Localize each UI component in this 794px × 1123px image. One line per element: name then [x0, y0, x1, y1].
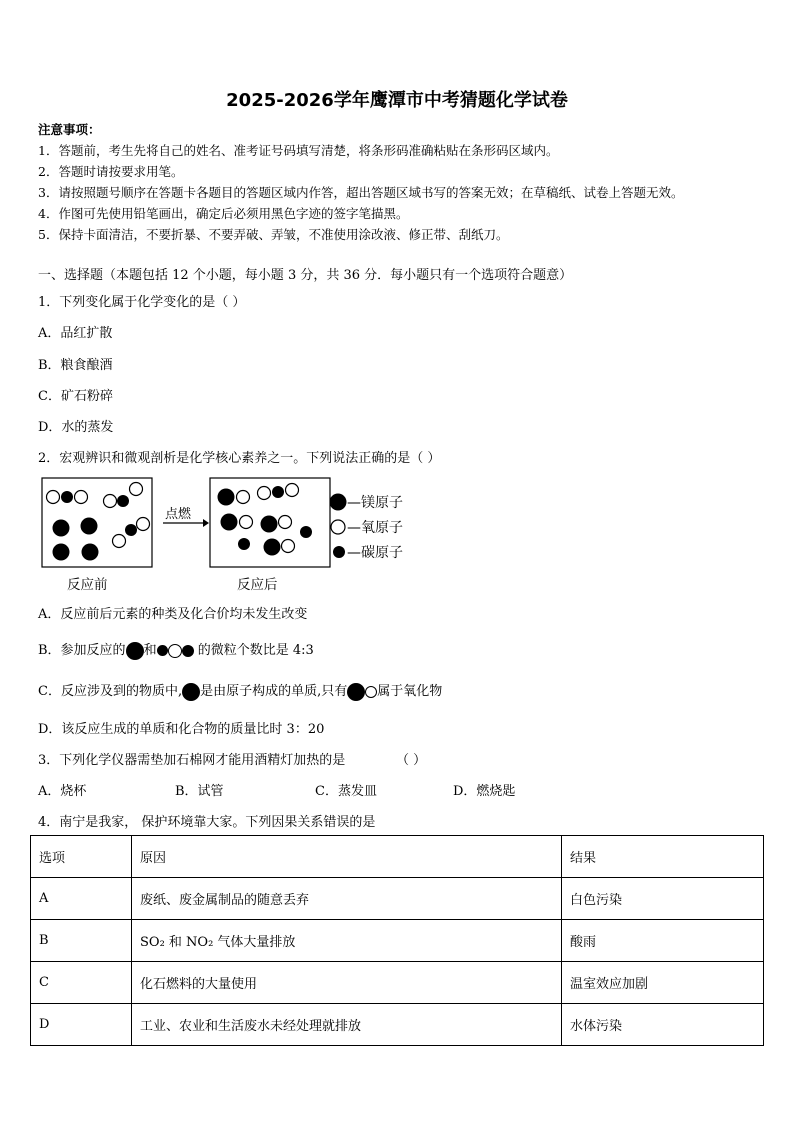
- table-row: [31, 920, 764, 962]
- q1-option-c: C．矿石粉碎: [38, 389, 113, 404]
- q1-option-a: A．品红扩散: [38, 326, 113, 341]
- row-option: A: [31, 878, 132, 920]
- table-row: [31, 1004, 764, 1046]
- arrow-label: 点燃: [165, 507, 192, 522]
- legend-oxygen-icon: [331, 520, 345, 534]
- header-result: 结果: [562, 836, 764, 878]
- q3-paren: （ ）: [396, 753, 427, 768]
- oxygen-atom: [104, 495, 117, 508]
- row-option: D: [31, 1004, 132, 1046]
- notice-item-4: 4．作图可先使用铅笔画出，确定后必须用黑色字迹的签字笔描黑。: [38, 206, 409, 221]
- header-option: 选项: [31, 836, 132, 878]
- notice-item-3: 3．请按照题号顺序在答题卡各题目的答题区域内作答，超出答题区域书写的答案无效；在草稿纸、试卷上答题无效。: [38, 185, 684, 200]
- magnesium-icon: [126, 642, 144, 660]
- carbon-atom: [125, 524, 137, 536]
- magnesium-atom: [82, 544, 99, 561]
- magnesium-icon: [182, 683, 200, 701]
- row-cause: 废纸、废金属制品的随意丢弃: [132, 878, 562, 920]
- q2-stem: 2．宏观辨识和微观剖析是化学核心素养之一。下列说法正确的是（ ）: [38, 451, 441, 466]
- cause-effect-table: [30, 835, 764, 1046]
- q1-option-d: D．水的蒸发: [38, 420, 114, 435]
- legend-oxygen: —氧原子: [347, 520, 403, 536]
- notice-item-1: 1．答题前，考生先将自己的姓名、准考证号码填写清楚，将条形码准确粘贴在条形码区域内。: [38, 143, 559, 158]
- row-cause: 化石燃料的大量使用: [132, 962, 562, 1004]
- oxygen-icon: [365, 686, 377, 698]
- magnesium-atom: [53, 544, 70, 561]
- legend-magnesium-icon: [330, 494, 347, 511]
- magnesium-atom: [261, 516, 278, 533]
- row-result: 温室效应加剧: [562, 962, 764, 1004]
- row-cause: 工业、农业和生活废水未经处理就排放: [132, 1004, 562, 1046]
- oxygen-atom: [130, 483, 143, 496]
- magnesium-atom: [218, 489, 235, 506]
- q3-stem: 3．下列化学仪器需垫加石棉网才能用酒精灯加热的是: [38, 753, 346, 768]
- row-result: 酸雨: [562, 920, 764, 962]
- table-header-row: [31, 836, 764, 878]
- q3-option-b: B．试管: [175, 784, 224, 799]
- legend-carbon-icon: [333, 546, 345, 558]
- q1-option-b: B．粮食酿酒: [38, 358, 113, 373]
- oxygen-atom: [240, 516, 253, 529]
- q2-option-c: [38, 680, 442, 701]
- oxygen-atom: [282, 540, 295, 553]
- notice-heading: 注意事项：: [38, 122, 101, 137]
- q2-b-prefix: B．参加反应的: [38, 643, 126, 658]
- q2-c-prefix: C．反应涉及到的物质中,: [38, 684, 183, 699]
- notice-item-5: 5．保持卡面清洁，不要折暴、不要弄破、弄皱，不准使用涂改液、修正带、刮纸刀。: [38, 227, 509, 242]
- magnesium-atom: [264, 539, 281, 556]
- table-row: [31, 962, 764, 1004]
- row-cause: SO₂ 和 NO₂ 气体大量排放: [132, 920, 562, 962]
- magnesium-atom: [221, 514, 238, 531]
- oxygen-atom: [286, 484, 299, 497]
- notice-item-2: 2．答题时请按要求用笔。: [38, 164, 184, 179]
- magnesium-atom: [81, 518, 98, 535]
- row-option: B: [31, 920, 132, 962]
- legend-magnesium: —镁原子: [347, 495, 403, 511]
- carbon-atom: [117, 495, 129, 507]
- oxygen-atom: [258, 487, 271, 500]
- carbon-atom: [272, 486, 284, 498]
- q2-b-suffix: 的微粒个数比是 4:3: [197, 643, 314, 658]
- section-heading: 一、选择题（本题包括 12 个小题，每小题 3 分，共 36 分．每小题只有一个选项符合题意）: [38, 268, 573, 283]
- q2-option-b: [38, 639, 314, 660]
- oxygen-atom: [137, 518, 150, 531]
- carbon-icon: [182, 645, 194, 657]
- legend-carbon: —碳原子: [347, 545, 403, 561]
- magnesium-atom: [53, 520, 70, 537]
- magnesium-icon: [347, 683, 365, 701]
- q2-b-mid: 和: [143, 643, 157, 658]
- header-cause: 原因: [132, 836, 562, 878]
- q2-option-d: D．该反应生成的单质和化合物的质量比时 3：20: [38, 722, 325, 737]
- after-label: 反应后: [237, 577, 278, 593]
- table-row: [31, 878, 764, 920]
- q3-option-d: D．燃烧匙: [453, 784, 516, 799]
- oxygen-atom: [113, 535, 126, 548]
- oxygen-atom: [75, 491, 88, 504]
- row-result: 水体污染: [562, 1004, 764, 1046]
- oxygen-atom: [237, 491, 250, 504]
- reaction-svg: [36, 472, 436, 598]
- oxygen-atom: [47, 491, 60, 504]
- carbon-atom: [300, 526, 312, 538]
- q2-c-mid: 是由原子构成的单质,只有: [200, 684, 348, 699]
- q3-option-c: C．蒸发皿: [315, 784, 377, 799]
- q2-option-a: A．反应前后元素的种类及化合价均未发生改变: [38, 607, 308, 622]
- oxygen-atom: [279, 516, 292, 529]
- reaction-diagram: [36, 472, 436, 598]
- q2-c-suffix: 属于氧化物: [377, 684, 443, 699]
- arrow-head: [203, 519, 209, 527]
- q1-stem: 1．下列变化属于化学变化的是（ ）: [38, 295, 246, 310]
- q3-option-a: A．烧杯: [38, 784, 87, 799]
- before-label: 反应前: [67, 577, 108, 593]
- carbon-atom: [61, 491, 73, 503]
- q4-stem: 4．南宁是我家， 保护环境靠大家。下列因果关系错误的是: [38, 815, 376, 830]
- carbon-icon: [157, 645, 168, 656]
- page-title: 2025-2026学年鹰潭市中考猜题化学试卷: [226, 90, 568, 111]
- carbon-atom: [238, 538, 250, 550]
- row-option: C: [31, 962, 132, 1004]
- row-result: 白色污染: [562, 878, 764, 920]
- oxygen-icon: [168, 644, 182, 658]
